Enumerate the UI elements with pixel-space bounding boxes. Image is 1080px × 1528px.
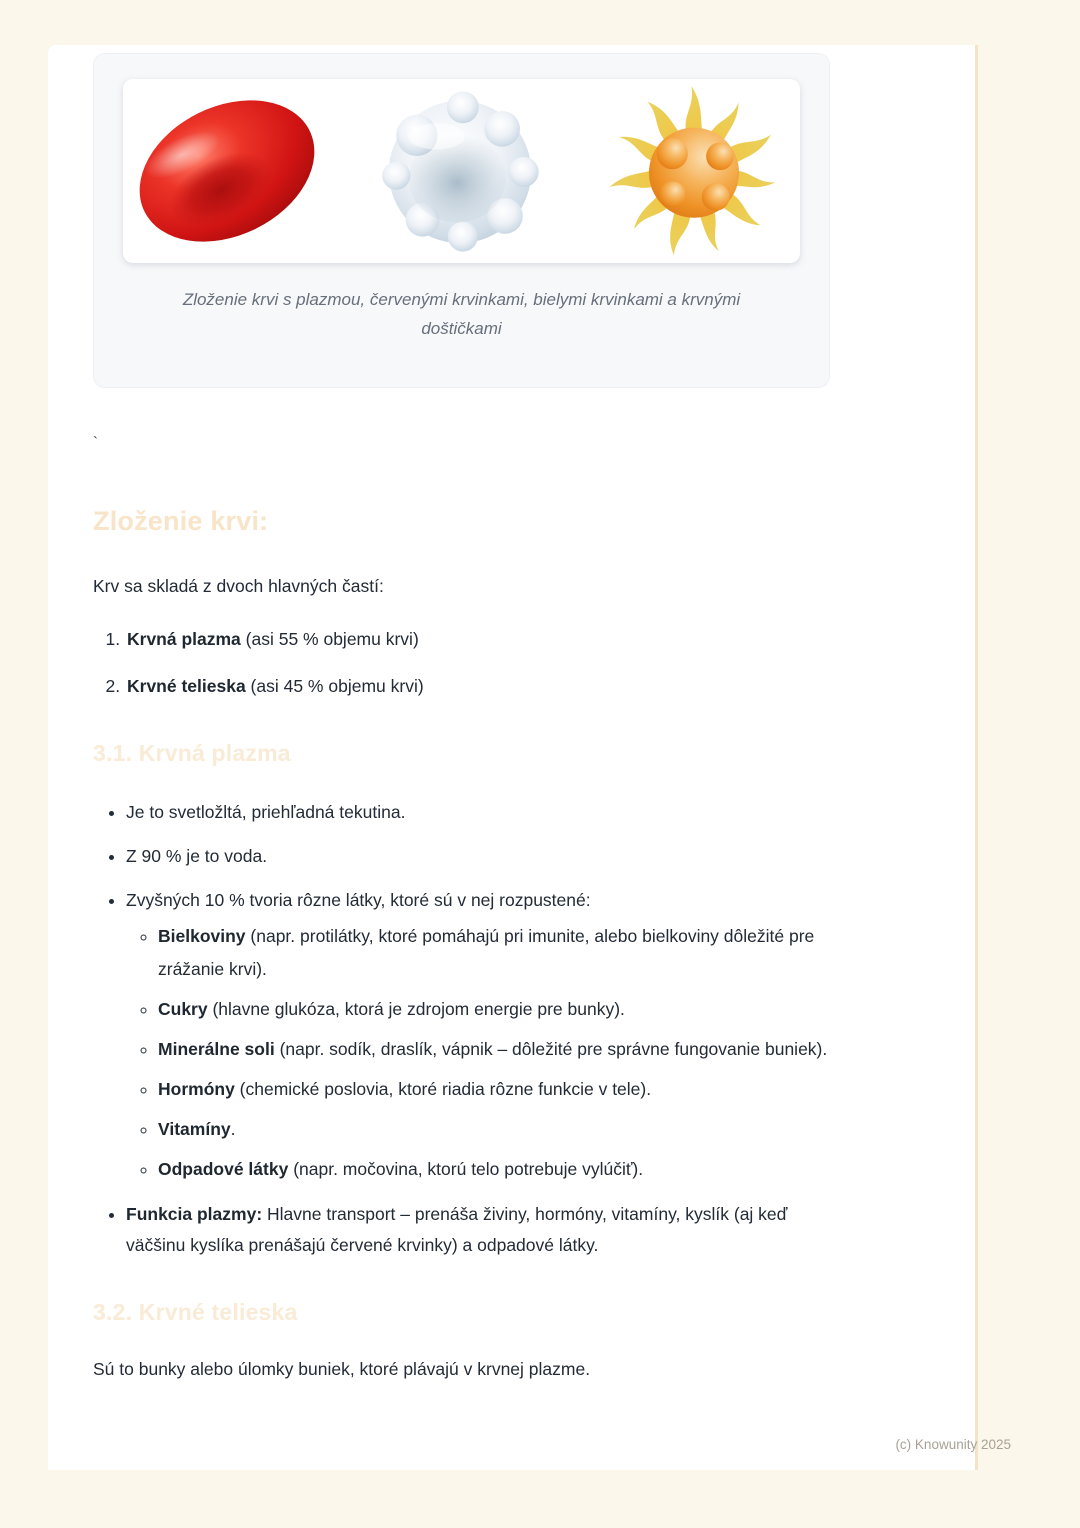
sub-bullet-rest: (chemické poslovia, ktoré riadia rôzne funkcie v tele). <box>234 1079 652 1099</box>
closing-paragraph: Sú to bunky alebo úlomky buniek, ktoré plávajú v krvnej plazme. <box>93 1359 591 1379</box>
bullet-item <box>126 885 830 1186</box>
bullet-bold: Funkcia plazmy: <box>126 1204 263 1224</box>
sub-bullet-rest: (napr. sodík, draslík, vápnik – dôležité pre správne fungovanie buniek). <box>274 1039 828 1059</box>
page-edge-accent-line <box>975 45 978 1470</box>
sub-bullet-item <box>158 1113 830 1146</box>
sub-bullet-item <box>158 1153 830 1186</box>
bullet-item: • Je to svetložltá, priehľadná tekutina. <box>126 797 830 828</box>
sub-bullet-bold: Bielkoviny <box>158 926 246 946</box>
subsection-heading-3-1: 3.1. Krvná plazma <box>93 740 291 766</box>
plasma-bullet-list <box>93 797 830 1261</box>
sub-bullet-bold: Hormóny <box>158 1079 235 1099</box>
blood-cells-image <box>123 79 800 263</box>
sub-bullet-rest: (napr. protilátky, ktoré pomáhajú pri imunite, alebo bielkoviny dôležité pre zrážanie krvi). <box>158 926 815 979</box>
document-page <box>48 45 975 1470</box>
list-item-bold: Krvné telieska <box>127 676 246 696</box>
list-item-krvna-plazma <box>125 626 830 653</box>
figure-caption: Zloženie krvi s plazmou, červenými krvinkami, bielymi krvinkami a krvnými doštičkami <box>182 290 741 339</box>
page-content <box>48 53 830 1383</box>
bullet-item: • Z 90 % je to voda. <box>126 841 830 872</box>
sub-bullet-item <box>158 993 830 1026</box>
sub-bullet-item <box>158 1033 830 1066</box>
intro-paragraph: Krv sa skladá z dvoch hlavných častí: <box>93 576 384 596</box>
subsection-heading-3-2: 3.2. Krvné telieska <box>93 1299 298 1325</box>
list-item-bold: Krvná plazma <box>127 629 241 649</box>
sub-bullet-rest: (napr. močovina, ktorú telo potrebuje vylúčiť). <box>288 1159 644 1179</box>
bullet-item-funkcia-plazmy <box>126 1199 830 1261</box>
figure-card <box>93 53 830 388</box>
copyright-notice: (c) Knowunity 2025 <box>895 1437 1011 1452</box>
section-heading-zlozenie-krvi: Zloženie krvi: <box>93 506 269 536</box>
sub-bullet-item <box>158 1073 830 1106</box>
sub-bullet-rest: . <box>230 1119 236 1139</box>
numbered-list <box>93 626 830 700</box>
sub-bullet-bold: Odpadové látky <box>158 1159 289 1179</box>
list-item-rest: (asi 55 % objemu krvi) <box>240 629 419 649</box>
bullet-rest: Hlavne transport – prenáša živiny, hormóny, vitamíny, kyslík (aj keď väčšinu kyslíka prenášajú červené krvinky) a odpadové látky. <box>126 1204 788 1255</box>
bullet-text: Zvyšných 10 % tvoria rôzne látky, ktoré sú v nej rozpustené: <box>126 890 591 910</box>
sub-bullet-rest: (hlavne glukóza, ktorá je zdrojom energie pre bunky). <box>207 999 625 1019</box>
red-blood-cell-icon <box>129 82 325 260</box>
sub-bullet-bold: Cukry <box>158 999 208 1019</box>
white-blood-cell-icon <box>367 82 553 260</box>
sub-bullet-bold: Vitamíny <box>158 1119 231 1139</box>
sub-bullet-item <box>158 920 830 986</box>
platelet-icon <box>594 80 794 262</box>
stray-backtick: ` <box>93 434 98 451</box>
sub-bullet-bold: Minerálne soli <box>158 1039 275 1059</box>
dissolved-substances-list <box>126 920 830 1186</box>
list-item-krvne-telieska <box>125 673 830 700</box>
list-item-rest: (asi 45 % objemu krvi) <box>245 676 424 696</box>
